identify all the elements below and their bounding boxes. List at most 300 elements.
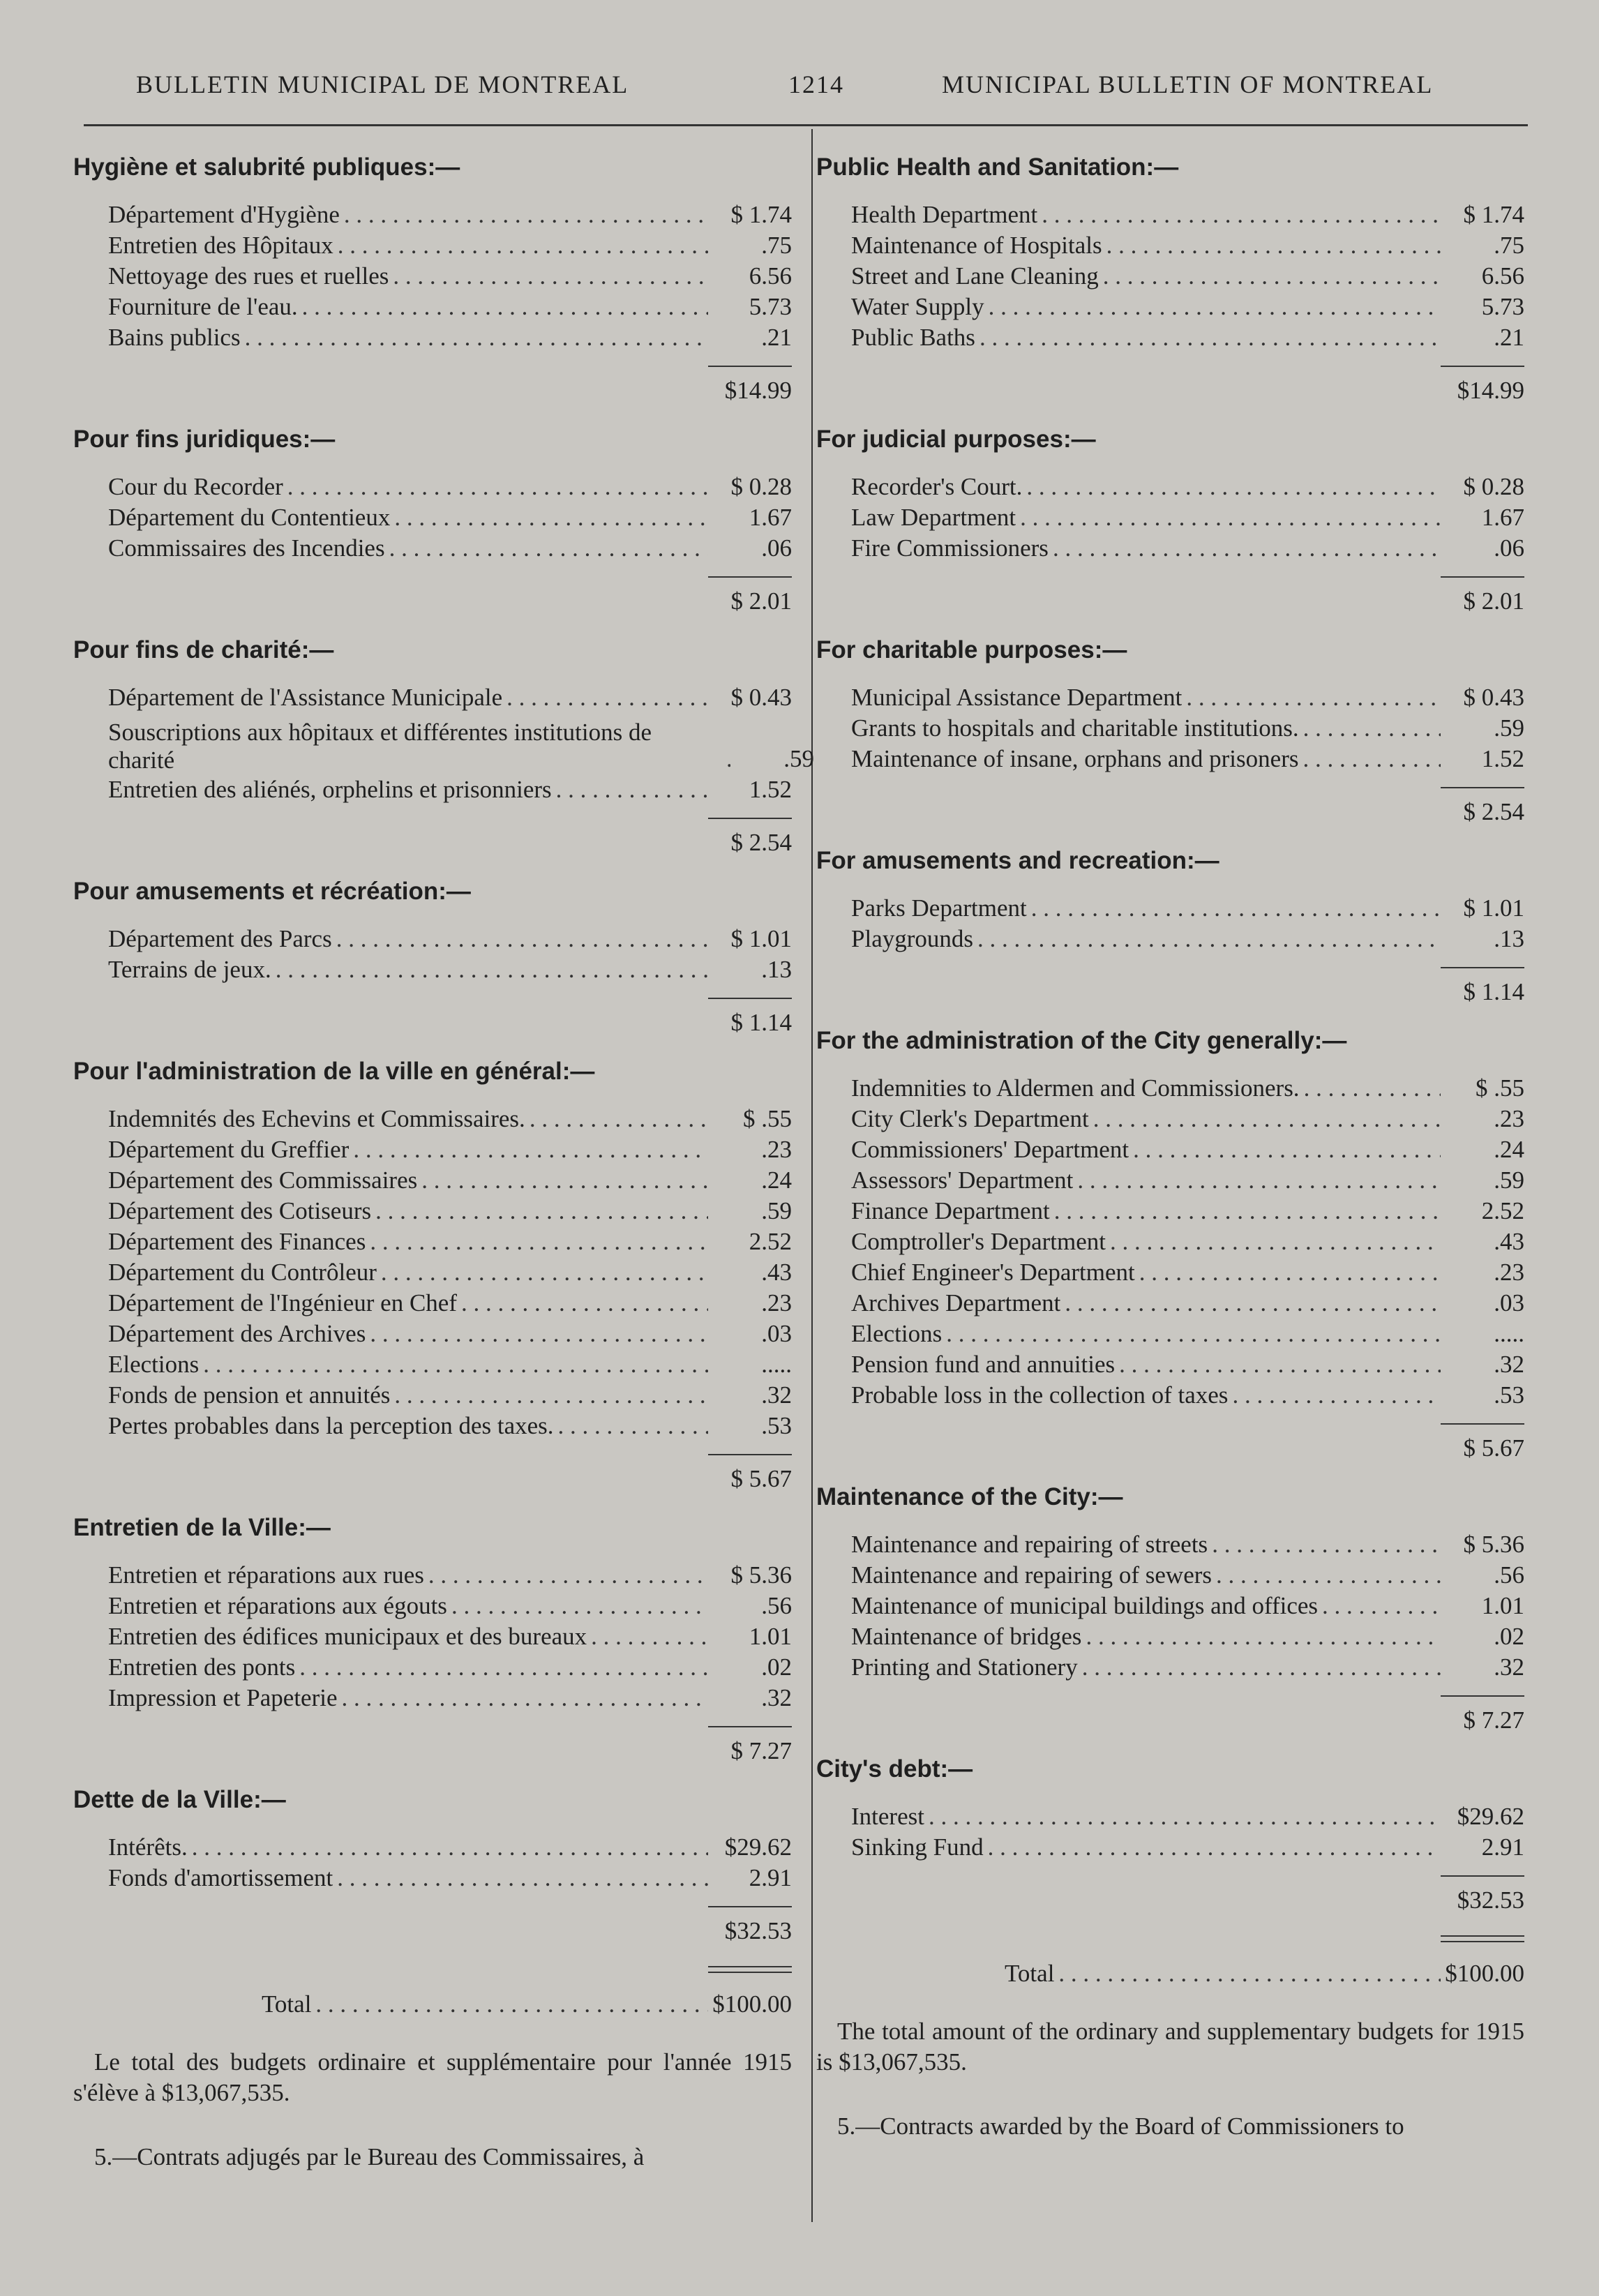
- row-label: Maintenance and repairing of streets: [851, 1531, 1208, 1558]
- budget-row: [816, 1165, 1524, 1196]
- dot-leader: [457, 1288, 708, 1319]
- subtotal-rule: [708, 1906, 792, 1907]
- dot-leader: [371, 1196, 708, 1226]
- budget-row: [73, 774, 792, 805]
- dot-leader: [942, 1319, 1441, 1349]
- section-title: For amusements and recreation:—: [816, 847, 1219, 874]
- row-label: Souscriptions aux hôpitaux et différentes institutions de charité: [108, 719, 652, 774]
- row-label: Entretien des ponts: [108, 1653, 296, 1681]
- page-number: 1214: [788, 70, 844, 98]
- row-label: Comptroller's Department: [851, 1228, 1106, 1255]
- row-label: Bains publics: [108, 324, 241, 351]
- dot-leader: [390, 1380, 708, 1411]
- budget-row: [73, 1134, 792, 1165]
- section-subtotal: [816, 1881, 1524, 1920]
- subtotal-amount: $32.53: [1457, 1886, 1524, 1914]
- row-label: Département de l'Assistance Municipale: [108, 684, 503, 711]
- section-title: Hygiène et salubrité publiques:—: [73, 153, 460, 181]
- row-amount: .21: [761, 324, 792, 351]
- row-label: Pertes probables dans la perception des taxes.: [108, 1412, 554, 1439]
- budget-row: [816, 1196, 1524, 1226]
- row-amount: .....: [761, 1351, 792, 1378]
- row-amount: .23: [761, 1289, 792, 1316]
- section-subtotal: [73, 371, 792, 410]
- subtotal-amount: $ 2.54: [730, 829, 792, 856]
- budget-row: [73, 1652, 792, 1683]
- row-label: Département de l'Ingénieur en Chef: [108, 1289, 457, 1316]
- row-label: Cour du Recorder: [108, 473, 283, 500]
- dot-leader: [1081, 1621, 1441, 1652]
- row-amount: $ 5.36: [730, 1561, 792, 1589]
- budget-total-paragraph: The total amount of the ordinary and supplementary budgets for 1915 is $13,067,535.: [816, 2018, 1524, 2076]
- row-label: Département du Contrôleur: [108, 1259, 377, 1286]
- budget-row: [816, 1832, 1524, 1863]
- section-title: City's debt:—: [816, 1755, 973, 1783]
- row-label: Entretien et réparations aux rues: [108, 1561, 424, 1589]
- row-amount: .24: [761, 1166, 792, 1194]
- row-amount: .59: [1494, 714, 1524, 742]
- row-label: Département du Contentieux: [108, 504, 391, 531]
- row-amount: .32: [761, 1684, 792, 1711]
- budget-row: [73, 1257, 792, 1288]
- subtotal-rule: [708, 576, 792, 578]
- budget-row: [73, 682, 792, 713]
- row-amount: 1.01: [749, 1623, 792, 1650]
- subtotal-amount: $ 7.27: [730, 1737, 792, 1764]
- budget-row: [73, 502, 792, 533]
- subtotal-rule: [1441, 967, 1524, 968]
- budget-section: [816, 1483, 1524, 1740]
- budget-row: [816, 1257, 1524, 1288]
- dot-leader: [1182, 682, 1441, 713]
- dot-leader: [333, 1863, 708, 1893]
- dot-leader: [241, 322, 708, 353]
- section-subtotal: [816, 582, 1524, 621]
- dot-leader: [924, 1801, 1441, 1832]
- dot-leader: [385, 533, 708, 564]
- budget-row: [73, 472, 792, 502]
- row-label: Street and Lane Cleaning: [851, 262, 1099, 290]
- dot-leader: [1135, 1257, 1441, 1288]
- row-amount: $ 1.01: [1463, 894, 1524, 922]
- budget-row: [816, 1560, 1524, 1591]
- row-label: Maintenance of insane, orphans and prisoners: [851, 745, 1299, 772]
- row-label: Printing and Stationery: [851, 1653, 1078, 1681]
- dot-leader: [722, 744, 730, 774]
- budget-row: [816, 924, 1524, 954]
- dot-leader: [1027, 893, 1441, 924]
- budget-row: [73, 1165, 792, 1196]
- row-amount: .23: [761, 1136, 792, 1163]
- section-subtotal: [73, 1732, 792, 1771]
- row-amount: $ .55: [1476, 1074, 1524, 1102]
- row-label: Département des Archives: [108, 1320, 366, 1347]
- section-title: Pour l'administration de la ville en général:—: [73, 1058, 595, 1085]
- budget-section: [73, 636, 814, 862]
- row-label: Impression et Papeterie: [108, 1684, 338, 1711]
- budget-row: [73, 1591, 792, 1621]
- section-title: For the administration of the City generally:—: [816, 1027, 1347, 1054]
- row-label: Finance Department: [851, 1197, 1050, 1224]
- total-amount: $100.00: [712, 1990, 792, 2018]
- dot-leader: [1208, 1529, 1441, 1560]
- dot-leader: [1106, 1226, 1441, 1257]
- row-label: Commissaires des Incendies: [108, 534, 385, 562]
- row-label: Chief Engineer's Department: [851, 1259, 1135, 1286]
- budget-row: [816, 1288, 1524, 1319]
- subtotal-amount: $14.99: [1457, 377, 1524, 404]
- dot-leader: [283, 472, 708, 502]
- row-amount: .59: [783, 745, 814, 772]
- budget-row: [73, 200, 792, 230]
- subtotal-amount: $ 5.67: [1463, 1434, 1524, 1462]
- header-english-title: MUNICIPAL BULLETIN OF MONTREAL: [942, 70, 1434, 98]
- subtotal-rule: [1441, 1875, 1524, 1877]
- section-subtotal: [73, 582, 792, 621]
- grand-total-row: [816, 1956, 1524, 1991]
- subtotal-rule: [708, 1454, 792, 1455]
- row-amount: .43: [1494, 1228, 1524, 1255]
- row-label: Département du Greffier: [108, 1136, 350, 1163]
- budget-row: [816, 1104, 1524, 1134]
- dot-leader: [552, 774, 708, 805]
- section-title: Entretien de la Ville:—: [73, 1514, 331, 1541]
- row-label: Grants to hospitals and charitable institutions.: [851, 714, 1299, 742]
- budget-row: [816, 1621, 1524, 1652]
- column-divider: [811, 129, 813, 2222]
- row-amount: .59: [1494, 1166, 1524, 1194]
- row-label: Entretien des Hôpitaux: [108, 232, 333, 259]
- dot-leader: [390, 502, 708, 533]
- budget-section: [816, 426, 1524, 621]
- row-amount: .13: [1494, 925, 1524, 952]
- budget-row: [73, 533, 792, 564]
- dot-leader: [1300, 1073, 1441, 1104]
- dot-leader: [338, 1683, 708, 1713]
- section-subtotal: [73, 1912, 792, 1951]
- dot-leader: [1099, 261, 1441, 292]
- section-subtotal: [816, 1429, 1524, 1468]
- row-amount: .53: [1494, 1381, 1524, 1409]
- dot-leader: [1073, 1165, 1441, 1196]
- budget-row: [816, 1380, 1524, 1411]
- dot-leader: [333, 230, 708, 261]
- row-label: Maintenance of Hospitals: [851, 232, 1102, 259]
- row-label: Fonds d'amortissement: [108, 1864, 333, 1891]
- dot-leader: [377, 1257, 708, 1288]
- row-amount: .02: [761, 1653, 792, 1681]
- section-title: Pour fins juridiques:—: [73, 426, 336, 453]
- row-label: Municipal Assistance Department: [851, 684, 1183, 711]
- budget-row: [816, 1134, 1524, 1165]
- row-label: Maintenance and repairing of sewers: [851, 1561, 1213, 1589]
- row-amount: 5.73: [1481, 293, 1524, 320]
- row-label: Entretien des aliénés, orphelins et prisonniers: [108, 776, 552, 803]
- budget-row: [73, 1863, 792, 1893]
- dot-leader: [502, 682, 708, 713]
- budget-row: [73, 924, 792, 954]
- subtotal-amount: $32.53: [724, 1917, 792, 1944]
- budget-section: [816, 1755, 1524, 1920]
- dot-leader: [1060, 1288, 1441, 1319]
- row-label: Probable loss in the collection of taxes: [851, 1381, 1229, 1409]
- row-label: Département des Parcs: [108, 925, 332, 952]
- budget-row: [816, 1529, 1524, 1560]
- subtotal-amount: $ 5.67: [730, 1465, 792, 1492]
- section-subtotal: [816, 793, 1524, 832]
- english-column: [816, 147, 1524, 2142]
- header-rule: [84, 124, 1528, 126]
- budget-row: [73, 713, 814, 774]
- double-rule: [708, 1966, 792, 1973]
- budget-row: [73, 1288, 792, 1319]
- section-subtotal: [816, 973, 1524, 1012]
- dot-leader: [1054, 1956, 1441, 1991]
- row-label: Fonds de pension et annuités: [108, 1381, 391, 1409]
- budget-row: [73, 1196, 792, 1226]
- budget-section: [73, 878, 792, 1042]
- row-label: Archives Department: [851, 1289, 1061, 1316]
- dot-leader: [340, 200, 708, 230]
- row-label: Playgrounds: [851, 925, 973, 952]
- row-amount: .32: [1494, 1653, 1524, 1681]
- budget-row: [73, 1411, 792, 1441]
- row-label: City Clerk's Department: [851, 1105, 1089, 1132]
- total-label: Total: [1005, 1960, 1055, 1987]
- subtotal-amount: $14.99: [724, 377, 792, 404]
- subtotal-amount: $ 2.01: [730, 587, 792, 615]
- row-label: Water Supply: [851, 293, 984, 320]
- row-label: Entretien des édifices municipaux et des bureaux: [108, 1623, 587, 1650]
- row-label: Health Department: [851, 201, 1038, 228]
- budget-row: [816, 533, 1524, 564]
- section-subtotal: [73, 823, 792, 862]
- dot-leader: [1228, 1380, 1441, 1411]
- dot-leader: [389, 261, 708, 292]
- row-amount: .75: [1494, 232, 1524, 259]
- row-label: Recorder's Court.: [851, 473, 1023, 500]
- row-amount: .03: [761, 1320, 792, 1347]
- budget-row: [73, 954, 792, 985]
- row-label: Assessors' Department: [851, 1166, 1074, 1194]
- budget-row: [73, 1349, 792, 1380]
- row-amount: 1.52: [1481, 745, 1524, 772]
- budget-section: [73, 426, 792, 621]
- subtotal-amount: $ 2.01: [1463, 587, 1524, 615]
- row-label: Elections: [851, 1320, 943, 1347]
- row-amount: $ .55: [743, 1105, 792, 1132]
- dot-leader: [311, 1987, 708, 2022]
- row-amount: 1.01: [1481, 1592, 1524, 1619]
- row-label: Intérêts.: [108, 1833, 188, 1861]
- budget-row: [816, 472, 1524, 502]
- budget-row: [816, 1073, 1524, 1104]
- budget-section: [73, 1786, 792, 1951]
- dot-leader: [1022, 472, 1441, 502]
- dot-leader: [1049, 533, 1441, 564]
- french-column: [73, 147, 814, 2173]
- row-amount: .32: [761, 1381, 792, 1409]
- budget-row: [73, 1832, 792, 1863]
- row-amount: .32: [1494, 1351, 1524, 1378]
- row-label: Département des Finances: [108, 1228, 366, 1255]
- section-title: For judicial purposes:—: [816, 426, 1096, 453]
- dot-leader: [975, 322, 1441, 353]
- budget-row: [816, 893, 1524, 924]
- budget-row: [73, 322, 792, 353]
- budget-row: [816, 1226, 1524, 1257]
- row-amount: $ 0.43: [1463, 684, 1524, 711]
- row-label: Law Department: [851, 504, 1016, 531]
- dot-leader: [1037, 200, 1441, 230]
- section-title: Pour fins de charité:—: [73, 636, 334, 663]
- subtotal-rule: [708, 1726, 792, 1727]
- subtotal-rule: [708, 818, 792, 819]
- dot-leader: [366, 1226, 708, 1257]
- section-title: Public Health and Sanitation:—: [816, 153, 1179, 181]
- dot-leader: [424, 1560, 708, 1591]
- double-rule: [1441, 1935, 1524, 1942]
- row-amount: 6.56: [749, 262, 792, 290]
- dot-leader: [349, 1134, 708, 1165]
- row-label: Nettoyage des rues et ruelles: [108, 262, 389, 290]
- row-amount: .06: [761, 534, 792, 562]
- budget-row: [73, 230, 792, 261]
- row-amount: .23: [1494, 1105, 1524, 1132]
- budget-section: [816, 153, 1524, 410]
- dot-leader: [417, 1165, 708, 1196]
- row-label: Fourniture de l'eau.: [108, 293, 298, 320]
- subtotal-rule: [1441, 576, 1524, 578]
- budget-row: [73, 1621, 792, 1652]
- contracts-paragraph: 5.—Contracts awarded by the Board of Commissioners to: [837, 2113, 1404, 2140]
- row-label: Entretien et réparations aux égouts: [108, 1592, 447, 1619]
- row-amount: 2.91: [749, 1864, 792, 1891]
- section-subtotal: [73, 1460, 792, 1499]
- budget-row: [816, 200, 1524, 230]
- row-amount: $ 5.36: [1463, 1531, 1524, 1558]
- budget-section: [816, 847, 1524, 1012]
- budget-row: [816, 1652, 1524, 1683]
- row-label: Sinking Fund: [851, 1833, 984, 1861]
- row-amount: .03: [1494, 1289, 1524, 1316]
- section-subtotal: [73, 1003, 792, 1042]
- budget-row: [73, 1560, 792, 1591]
- dot-leader: [554, 1411, 708, 1441]
- dot-leader: [1298, 744, 1441, 774]
- row-label: Terrains de jeux.: [108, 956, 271, 983]
- row-amount: $ 1.74: [1463, 201, 1524, 228]
- dot-leader: [1016, 502, 1441, 533]
- section-subtotal: [816, 371, 1524, 410]
- section-title: Pour amusements et récréation:—: [73, 878, 471, 905]
- budget-row: [816, 322, 1524, 353]
- row-amount: .53: [761, 1412, 792, 1439]
- subtotal-rule: [1441, 787, 1524, 788]
- row-label: Indemnités des Echevins et Commissaires.: [108, 1105, 525, 1132]
- row-label: Département des Cotiseurs: [108, 1197, 372, 1224]
- row-amount: $ 0.43: [730, 684, 792, 711]
- row-label: Pension fund and annuities: [851, 1351, 1116, 1378]
- row-label: Public Baths: [851, 324, 975, 351]
- row-amount: 1.52: [749, 776, 792, 803]
- row-label: Département des Commissaires: [108, 1166, 418, 1194]
- dot-leader: [188, 1832, 708, 1863]
- row-amount: 5.73: [749, 293, 792, 320]
- dot-leader: [984, 292, 1441, 322]
- budget-row: [816, 261, 1524, 292]
- row-label: Parks Department: [851, 894, 1027, 922]
- dot-leader: [973, 924, 1441, 954]
- total-amount: $100.00: [1445, 1960, 1524, 1987]
- grand-total-row: [73, 1987, 792, 2022]
- row-label: Maintenance of municipal buildings and offices: [851, 1592, 1319, 1619]
- row-amount: .21: [1494, 324, 1524, 351]
- row-amount: $ 0.28: [1463, 473, 1524, 500]
- dot-leader: [298, 292, 708, 322]
- row-label: Maintenance of bridges: [851, 1623, 1082, 1650]
- row-amount: $29.62: [1457, 1803, 1524, 1830]
- row-amount: .02: [1494, 1623, 1524, 1650]
- row-label: Commissioners' Department: [851, 1136, 1129, 1163]
- budget-section: [73, 153, 792, 410]
- row-label: Département d'Hygiène: [108, 201, 340, 228]
- contracts-paragraph: 5.—Contrats adjugés par le Bureau des Commissaires, à: [94, 2143, 645, 2170]
- row-amount: 2.52: [749, 1228, 792, 1255]
- row-amount: $ 0.28: [730, 473, 792, 500]
- budget-row: [73, 1683, 792, 1713]
- subtotal-amount: $ 2.54: [1463, 798, 1524, 825]
- dot-leader: [1129, 1134, 1441, 1165]
- budget-row: [816, 230, 1524, 261]
- row-amount: $ 1.74: [730, 201, 792, 228]
- subtotal-rule: [1441, 1423, 1524, 1425]
- subtotal-rule: [708, 366, 792, 367]
- budget-section: [73, 1058, 792, 1499]
- section-title: For charitable purposes:—: [816, 636, 1127, 663]
- dot-leader: [1050, 1196, 1441, 1226]
- dot-leader: [366, 1319, 708, 1349]
- budget-row: [816, 713, 1524, 744]
- row-amount: $ 1.01: [730, 925, 792, 952]
- dot-leader: [587, 1621, 708, 1652]
- total-label: Total: [262, 1990, 312, 2018]
- budget-row: [73, 1104, 792, 1134]
- row-label: Interest: [851, 1803, 924, 1830]
- budget-row: [73, 292, 792, 322]
- row-amount: .06: [1494, 534, 1524, 562]
- subtotal-amount: $ 1.14: [730, 1009, 792, 1036]
- row-amount: .56: [1494, 1561, 1524, 1589]
- row-label: Elections: [108, 1351, 200, 1378]
- dot-leader: [1102, 230, 1441, 261]
- row-amount: .....: [1494, 1320, 1524, 1347]
- dot-leader: [295, 1652, 708, 1683]
- budget-total-paragraph: Le total des budgets ordinaire et supplémentaire pour l'année 1915 s'élève à $13,067,535.: [73, 2048, 792, 2106]
- budget-row: [816, 1319, 1524, 1349]
- subtotal-rule: [708, 998, 792, 999]
- row-amount: 1.67: [749, 504, 792, 531]
- row-amount: .59: [761, 1197, 792, 1224]
- dot-leader: [525, 1104, 708, 1134]
- dot-leader: [1115, 1349, 1441, 1380]
- row-amount: .13: [761, 956, 792, 983]
- row-amount: 2.91: [1481, 1833, 1524, 1861]
- subtotal-rule: [1441, 366, 1524, 367]
- budget-row: [816, 744, 1524, 774]
- budget-row: [816, 1591, 1524, 1621]
- dot-leader: [1212, 1560, 1441, 1591]
